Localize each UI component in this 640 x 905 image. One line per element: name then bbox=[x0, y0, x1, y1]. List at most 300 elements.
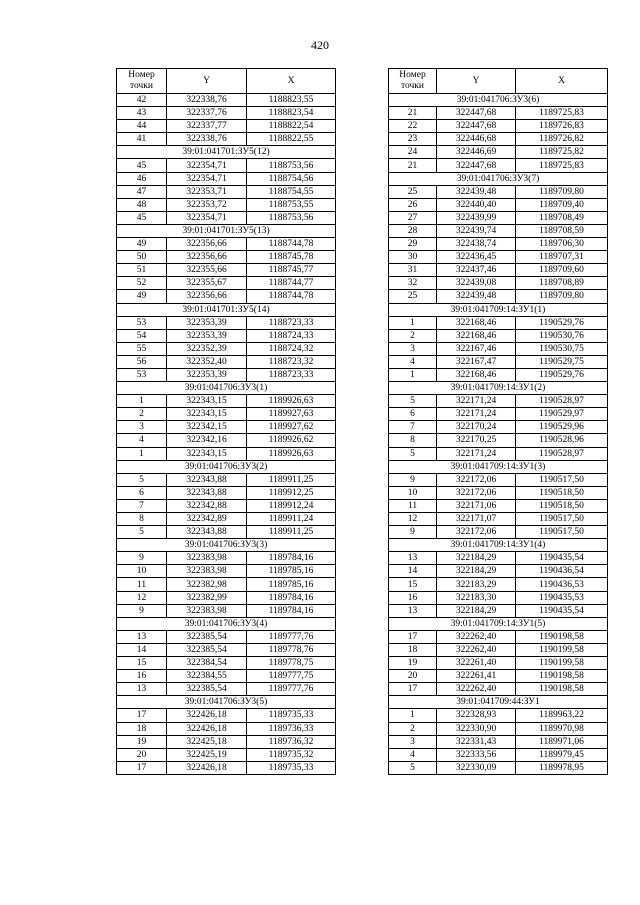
y-value-cell: 322170,25 bbox=[437, 434, 516, 447]
y-value-cell: 322447,68 bbox=[437, 107, 516, 120]
section-title: 39:01:041709:14:ЗУ1(5) bbox=[389, 617, 608, 630]
table-header-row bbox=[117, 69, 336, 94]
table-row bbox=[117, 316, 336, 329]
x-value-cell: 1188724,33 bbox=[247, 329, 336, 342]
table-row bbox=[117, 722, 336, 735]
y-value-cell: 322356,66 bbox=[167, 238, 247, 251]
y-header: Y bbox=[437, 69, 516, 94]
point-number-cell: 48 bbox=[117, 198, 167, 211]
point-number-cell: 11 bbox=[389, 499, 437, 512]
point-number-cell: 45 bbox=[117, 159, 167, 172]
x-value-cell: 1190529,97 bbox=[516, 408, 608, 421]
table-row bbox=[389, 238, 608, 251]
point-number-cell: 4 bbox=[389, 355, 437, 368]
x-value-cell: 1189926,63 bbox=[247, 395, 336, 408]
point-number-cell: 6 bbox=[389, 408, 437, 421]
y-value-cell: 322330,90 bbox=[437, 722, 516, 735]
y-header: Y bbox=[167, 69, 247, 94]
point-number-cell: 1 bbox=[389, 368, 437, 381]
table-row bbox=[117, 565, 336, 578]
table-row bbox=[117, 277, 336, 290]
coordinates-table-right bbox=[388, 68, 608, 775]
point-number-cell: 1 bbox=[117, 395, 167, 408]
y-value-cell: 322262,40 bbox=[437, 683, 516, 696]
point-number-cell: 2 bbox=[117, 408, 167, 421]
y-value-cell: 322425,18 bbox=[167, 735, 247, 748]
section-row bbox=[389, 382, 608, 395]
x-value-cell: 1190199,58 bbox=[516, 643, 608, 656]
x-value-cell: 1189978,95 bbox=[516, 761, 608, 774]
table-row bbox=[389, 316, 608, 329]
point-number-cell: 15 bbox=[389, 578, 437, 591]
section-row bbox=[117, 146, 336, 159]
x-value-cell: 1188754,55 bbox=[247, 185, 336, 198]
y-value-cell: 322355,66 bbox=[167, 264, 247, 277]
y-value-cell: 322342,15 bbox=[167, 421, 247, 434]
table-row bbox=[117, 657, 336, 670]
y-value-cell: 322333,56 bbox=[437, 748, 516, 761]
table-row bbox=[117, 643, 336, 656]
point-number-cell: 9 bbox=[117, 552, 167, 565]
x-value-cell: 1190530,76 bbox=[516, 329, 608, 342]
table-row bbox=[117, 395, 336, 408]
table-header-row bbox=[389, 69, 608, 94]
y-value-cell: 322172,06 bbox=[437, 486, 516, 499]
y-value-cell: 322426,18 bbox=[167, 761, 247, 774]
x-value-cell: 1189777,76 bbox=[247, 683, 336, 696]
point-number-cell: 49 bbox=[117, 238, 167, 251]
y-value-cell: 322354,71 bbox=[167, 159, 247, 172]
point-number-cell: 26 bbox=[389, 198, 437, 211]
point-number-cell: 10 bbox=[117, 565, 167, 578]
point-number-cell: 20 bbox=[389, 670, 437, 683]
x-value-cell: 1189709,80 bbox=[516, 185, 608, 198]
x-value-cell: 1190529,96 bbox=[516, 421, 608, 434]
table-row bbox=[117, 434, 336, 447]
table-row bbox=[389, 735, 608, 748]
point-number-cell: 19 bbox=[117, 735, 167, 748]
y-value-cell: 322356,66 bbox=[167, 290, 247, 303]
y-value-cell: 322352,40 bbox=[167, 355, 247, 368]
x-value-cell: 1189963,22 bbox=[516, 709, 608, 722]
y-value-cell: 322262,40 bbox=[437, 643, 516, 656]
table-row bbox=[389, 565, 608, 578]
point-number-cell: 7 bbox=[117, 499, 167, 512]
y-value-cell: 322330,09 bbox=[437, 761, 516, 774]
y-value-cell: 322353,39 bbox=[167, 368, 247, 381]
section-title: 39:01:041709:44:ЗУ1 bbox=[389, 696, 608, 709]
point-number-cell: 14 bbox=[117, 643, 167, 656]
section-row bbox=[117, 617, 336, 630]
table-row bbox=[117, 591, 336, 604]
section-title: 39:01:041706:ЗУ3(5) bbox=[117, 696, 336, 709]
table-row bbox=[389, 368, 608, 381]
table-row bbox=[389, 342, 608, 355]
table-row bbox=[389, 683, 608, 696]
y-value-cell: 322439,99 bbox=[437, 211, 516, 224]
x-value-cell: 1189784,16 bbox=[247, 552, 336, 565]
y-value-cell: 322167,46 bbox=[437, 342, 516, 355]
y-value-cell: 322171,24 bbox=[437, 447, 516, 460]
table-row bbox=[389, 447, 608, 460]
y-value-cell: 322384,54 bbox=[167, 657, 247, 670]
y-value-cell: 322331,43 bbox=[437, 735, 516, 748]
x-value-cell: 1190198,58 bbox=[516, 630, 608, 643]
y-value-cell: 322446,68 bbox=[437, 133, 516, 146]
y-value-cell: 322342,89 bbox=[167, 513, 247, 526]
point-number-cell: 3 bbox=[117, 421, 167, 434]
section-title: 39:01:041709:14:ЗУ1(2) bbox=[389, 382, 608, 395]
point-number-cell: 12 bbox=[389, 513, 437, 526]
table-row bbox=[117, 342, 336, 355]
point-number-cell: 14 bbox=[389, 565, 437, 578]
y-value-cell: 322385,54 bbox=[167, 683, 247, 696]
table-row bbox=[389, 657, 608, 670]
table-row bbox=[389, 499, 608, 512]
x-value-cell: 1190529,76 bbox=[516, 368, 608, 381]
point-number-cell: 5 bbox=[389, 761, 437, 774]
x-value-cell: 1188723,33 bbox=[247, 316, 336, 329]
x-value-cell: 1190529,75 bbox=[516, 355, 608, 368]
x-value-cell: 1189725,82 bbox=[516, 146, 608, 159]
y-value-cell: 322170,24 bbox=[437, 421, 516, 434]
table-row bbox=[117, 133, 336, 146]
x-value-cell: 1189911,25 bbox=[247, 473, 336, 486]
table-row bbox=[389, 146, 608, 159]
table-row bbox=[389, 670, 608, 683]
y-value-cell: 322168,46 bbox=[437, 368, 516, 381]
x-value-cell: 1190198,58 bbox=[516, 683, 608, 696]
table-row bbox=[389, 224, 608, 237]
y-value-cell: 322261,41 bbox=[437, 670, 516, 683]
y-value-cell: 322184,29 bbox=[437, 552, 516, 565]
table-row bbox=[117, 94, 336, 107]
point-number-cell: 2 bbox=[389, 329, 437, 342]
x-value-cell: 1189726,83 bbox=[516, 120, 608, 133]
x-value-cell: 1189777,75 bbox=[247, 670, 336, 683]
x-value-cell: 1188753,56 bbox=[247, 159, 336, 172]
point-number-cell: 3 bbox=[389, 342, 437, 355]
point-number-cell: 16 bbox=[389, 591, 437, 604]
point-number-cell: 18 bbox=[389, 643, 437, 656]
table-row bbox=[389, 107, 608, 120]
x-value-cell: 1189708,89 bbox=[516, 277, 608, 290]
table-row bbox=[117, 486, 336, 499]
x-value-cell: 1189979,45 bbox=[516, 748, 608, 761]
table-row bbox=[117, 683, 336, 696]
x-value-cell: 1189736,32 bbox=[247, 735, 336, 748]
point-number-cell: 21 bbox=[389, 159, 437, 172]
x-header: X bbox=[247, 69, 336, 94]
section-row bbox=[389, 460, 608, 473]
y-value-cell: 322355,67 bbox=[167, 277, 247, 290]
section-row bbox=[117, 539, 336, 552]
table-row bbox=[117, 421, 336, 434]
point-number-cell: 8 bbox=[117, 513, 167, 526]
y-value-cell: 322425,19 bbox=[167, 748, 247, 761]
table-row bbox=[389, 251, 608, 264]
y-value-cell: 322439,48 bbox=[437, 290, 516, 303]
x-value-cell: 1188745,77 bbox=[247, 264, 336, 277]
x-value-cell: 1188745,78 bbox=[247, 251, 336, 264]
point-number-cell: 13 bbox=[117, 683, 167, 696]
y-value-cell: 322343,88 bbox=[167, 473, 247, 486]
point-number-cell: 5 bbox=[389, 447, 437, 460]
table-row bbox=[389, 526, 608, 539]
point-number-cell: 11 bbox=[117, 578, 167, 591]
point-number-cell: 4 bbox=[389, 748, 437, 761]
point-number-cell: 54 bbox=[117, 329, 167, 342]
x-value-cell: 1189706,30 bbox=[516, 238, 608, 251]
point-number-cell: 22 bbox=[389, 120, 437, 133]
x-value-cell: 1189725,83 bbox=[516, 107, 608, 120]
y-value-cell: 322383,98 bbox=[167, 565, 247, 578]
y-value-cell: 322337,76 bbox=[167, 107, 247, 120]
y-value-cell: 322384,55 bbox=[167, 670, 247, 683]
x-value-cell: 1190517,50 bbox=[516, 473, 608, 486]
section-row bbox=[389, 696, 608, 709]
point-number-cell: 45 bbox=[117, 211, 167, 224]
point-number-cell: 16 bbox=[117, 670, 167, 683]
table-row bbox=[117, 447, 336, 460]
point-number-cell: 17 bbox=[117, 709, 167, 722]
y-value-cell: 322353,39 bbox=[167, 329, 247, 342]
point-number-cell: 17 bbox=[117, 761, 167, 774]
section-title: 39:01:041706:ЗУ3(6) bbox=[389, 94, 608, 107]
point-number-cell: 7 bbox=[389, 421, 437, 434]
point-number-cell: 56 bbox=[117, 355, 167, 368]
table-row bbox=[117, 630, 336, 643]
point-number-cell: 50 bbox=[117, 251, 167, 264]
y-value-cell: 322172,06 bbox=[437, 526, 516, 539]
y-value-cell: 322171,24 bbox=[437, 408, 516, 421]
section-title: 39:01:041701:ЗУ5(13) bbox=[117, 224, 336, 237]
table-row bbox=[117, 159, 336, 172]
x-value-cell: 1189709,80 bbox=[516, 290, 608, 303]
y-value-cell: 322184,29 bbox=[437, 565, 516, 578]
section-row bbox=[389, 539, 608, 552]
table-row bbox=[389, 473, 608, 486]
y-value-cell: 322440,40 bbox=[437, 198, 516, 211]
point-number-cell: 41 bbox=[117, 133, 167, 146]
y-value-cell: 322446,69 bbox=[437, 146, 516, 159]
section-row bbox=[389, 172, 608, 185]
x-value-cell: 1189785,16 bbox=[247, 578, 336, 591]
x-value-cell: 1190435,54 bbox=[516, 552, 608, 565]
x-value-cell: 1190198,58 bbox=[516, 670, 608, 683]
y-value-cell: 322171,06 bbox=[437, 499, 516, 512]
section-row bbox=[389, 94, 608, 107]
point-number-cell: 17 bbox=[389, 683, 437, 696]
point-number-cell: 10 bbox=[389, 486, 437, 499]
section-row bbox=[389, 303, 608, 316]
x-value-cell: 1189927,63 bbox=[247, 408, 336, 421]
point-number-cell: 51 bbox=[117, 264, 167, 277]
table-row bbox=[389, 604, 608, 617]
table-row bbox=[389, 159, 608, 172]
x-value-cell: 1190435,54 bbox=[516, 604, 608, 617]
point-number-cell: 24 bbox=[389, 146, 437, 159]
x-value-cell: 1190518,50 bbox=[516, 499, 608, 512]
x-value-cell: 1189735,33 bbox=[247, 709, 336, 722]
point-number-cell: 18 bbox=[117, 722, 167, 735]
table-row bbox=[389, 486, 608, 499]
table-row bbox=[117, 735, 336, 748]
point-number-cell: 49 bbox=[117, 290, 167, 303]
table-row bbox=[117, 368, 336, 381]
point-number-cell: 19 bbox=[389, 657, 437, 670]
x-value-cell: 1189911,24 bbox=[247, 513, 336, 526]
table-row bbox=[117, 578, 336, 591]
table-row bbox=[389, 709, 608, 722]
point-number-cell: 42 bbox=[117, 94, 167, 107]
table-row bbox=[389, 395, 608, 408]
table-row bbox=[389, 290, 608, 303]
y-value-cell: 322439,08 bbox=[437, 277, 516, 290]
x-value-cell: 1190530,75 bbox=[516, 342, 608, 355]
x-header: X bbox=[516, 69, 608, 94]
x-value-cell: 1190528,97 bbox=[516, 395, 608, 408]
table-row bbox=[389, 211, 608, 224]
table-row bbox=[389, 329, 608, 342]
y-value-cell: 322171,24 bbox=[437, 395, 516, 408]
x-value-cell: 1189926,62 bbox=[247, 434, 336, 447]
point-number-cell: 30 bbox=[389, 251, 437, 264]
point-number-cell: 23 bbox=[389, 133, 437, 146]
y-value-cell: 322383,98 bbox=[167, 604, 247, 617]
table-row bbox=[117, 604, 336, 617]
y-value-cell: 322439,74 bbox=[437, 224, 516, 237]
y-value-cell: 322354,71 bbox=[167, 172, 247, 185]
table-row bbox=[117, 238, 336, 251]
table-row bbox=[389, 434, 608, 447]
section-row bbox=[117, 460, 336, 473]
x-value-cell: 1189735,32 bbox=[247, 748, 336, 761]
y-value-cell: 322382,99 bbox=[167, 591, 247, 604]
x-value-cell: 1188723,32 bbox=[247, 355, 336, 368]
point-number-cell: 5 bbox=[389, 395, 437, 408]
table-row bbox=[389, 748, 608, 761]
y-value-cell: 322184,29 bbox=[437, 604, 516, 617]
x-value-cell: 1188822,55 bbox=[247, 133, 336, 146]
x-value-cell: 1189971,06 bbox=[516, 735, 608, 748]
y-value-cell: 322337,77 bbox=[167, 120, 247, 133]
x-value-cell: 1190518,50 bbox=[516, 486, 608, 499]
x-value-cell: 1190529,76 bbox=[516, 316, 608, 329]
table-row bbox=[389, 408, 608, 421]
point-number-cell: 15 bbox=[117, 657, 167, 670]
point-number-cell: 2 bbox=[389, 722, 437, 735]
point-number-cell: 12 bbox=[117, 591, 167, 604]
section-row bbox=[117, 382, 336, 395]
x-value-cell: 1188724,32 bbox=[247, 342, 336, 355]
point-number-cell: 6 bbox=[117, 486, 167, 499]
x-value-cell: 1188823,54 bbox=[247, 107, 336, 120]
y-value-cell: 322385,54 bbox=[167, 643, 247, 656]
point-number-cell: 20 bbox=[117, 748, 167, 761]
y-value-cell: 322328,93 bbox=[437, 709, 516, 722]
table-row bbox=[389, 761, 608, 774]
y-value-cell: 322343,15 bbox=[167, 408, 247, 421]
y-value-cell: 322168,46 bbox=[437, 316, 516, 329]
section-row bbox=[117, 696, 336, 709]
table-row bbox=[389, 513, 608, 526]
x-value-cell: 1189784,16 bbox=[247, 604, 336, 617]
y-value-cell: 322352,39 bbox=[167, 342, 247, 355]
point-number-cell: 25 bbox=[389, 185, 437, 198]
y-value-cell: 322426,18 bbox=[167, 709, 247, 722]
y-value-cell: 322183,29 bbox=[437, 578, 516, 591]
table-row bbox=[389, 120, 608, 133]
table-row bbox=[389, 277, 608, 290]
table-row bbox=[117, 355, 336, 368]
x-value-cell: 1190199,58 bbox=[516, 657, 608, 670]
y-value-cell: 322447,68 bbox=[437, 120, 516, 133]
y-value-cell: 322353,39 bbox=[167, 316, 247, 329]
point-number-cell: 43 bbox=[117, 107, 167, 120]
table-row bbox=[389, 355, 608, 368]
table-row bbox=[117, 526, 336, 539]
y-value-cell: 322438,74 bbox=[437, 238, 516, 251]
x-value-cell: 1189784,16 bbox=[247, 591, 336, 604]
point-number-cell: 31 bbox=[389, 264, 437, 277]
x-value-cell: 1190517,50 bbox=[516, 513, 608, 526]
section-title: 39:01:041709:14:ЗУ1(4) bbox=[389, 539, 608, 552]
x-value-cell: 1189926,63 bbox=[247, 447, 336, 460]
point-number-cell: 13 bbox=[117, 630, 167, 643]
section-title: 39:01:041701:ЗУ5(12) bbox=[117, 146, 336, 159]
x-value-cell: 1190528,97 bbox=[516, 447, 608, 460]
y-value-cell: 322342,16 bbox=[167, 434, 247, 447]
table-row bbox=[389, 133, 608, 146]
point-number-cell: 8 bbox=[389, 434, 437, 447]
x-value-cell: 1188744,77 bbox=[247, 277, 336, 290]
table-row bbox=[117, 670, 336, 683]
point-number-cell: 52 bbox=[117, 277, 167, 290]
y-value-cell: 322343,88 bbox=[167, 526, 247, 539]
x-value-cell: 1189726,82 bbox=[516, 133, 608, 146]
table-row bbox=[117, 709, 336, 722]
section-row bbox=[117, 224, 336, 237]
table-row bbox=[117, 185, 336, 198]
table-row bbox=[117, 761, 336, 774]
table-row bbox=[117, 264, 336, 277]
y-value-cell: 322172,06 bbox=[437, 473, 516, 486]
x-value-cell: 1189708,59 bbox=[516, 224, 608, 237]
x-value-cell: 1190528,96 bbox=[516, 434, 608, 447]
section-title: 39:01:041706:ЗУ3(2) bbox=[117, 460, 336, 473]
point-number-header: Номер точки bbox=[389, 69, 437, 94]
table-row bbox=[389, 722, 608, 735]
point-number-cell: 32 bbox=[389, 277, 437, 290]
y-value-cell: 322383,98 bbox=[167, 552, 247, 565]
x-value-cell: 1189735,33 bbox=[247, 761, 336, 774]
x-value-cell: 1189912,25 bbox=[247, 486, 336, 499]
section-title: 39:01:041706:ЗУ3(7) bbox=[389, 172, 608, 185]
table-row bbox=[389, 630, 608, 643]
y-value-cell: 322171,07 bbox=[437, 513, 516, 526]
table-row bbox=[117, 290, 336, 303]
table-row bbox=[389, 264, 608, 277]
x-value-cell: 1190435,53 bbox=[516, 591, 608, 604]
section-title: 39:01:041709:14:ЗУ1(3) bbox=[389, 460, 608, 473]
y-value-cell: 322353,72 bbox=[167, 198, 247, 211]
point-number-cell: 21 bbox=[389, 107, 437, 120]
y-value-cell: 322183,30 bbox=[437, 591, 516, 604]
point-number-cell: 44 bbox=[117, 120, 167, 133]
table-row bbox=[117, 251, 336, 264]
table-row bbox=[117, 120, 336, 133]
